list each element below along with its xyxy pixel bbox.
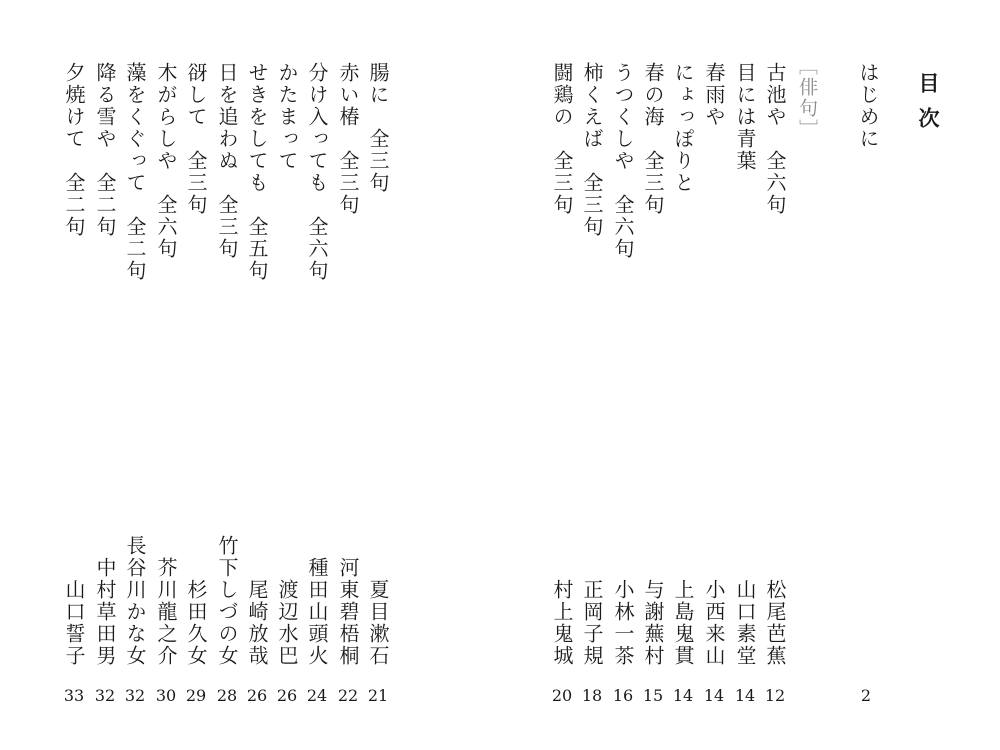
toc-title: 目次 bbox=[916, 72, 941, 142]
toc-entry-title[interactable] bbox=[58, 62, 90, 238]
toc-entry-author-text: 芥川龍之介 bbox=[154, 557, 178, 667]
toc-entry-title-text: 古池や 全六句 bbox=[763, 62, 787, 216]
toc-entry-author-text: 竹下しづの女 bbox=[215, 535, 239, 667]
toc-entry-page[interactable]: 29 bbox=[185, 686, 207, 705]
toc-entry-author-text: 夏目漱石 bbox=[366, 579, 390, 667]
toc-entry-author[interactable] bbox=[271, 579, 303, 667]
toc-entry-title-text: 腸に 全三句 bbox=[366, 62, 390, 194]
toc-entry-author-text: 山口素堂 bbox=[733, 579, 757, 667]
toc-entry-title-text: 春雨や bbox=[702, 62, 726, 128]
toc-entry-title[interactable] bbox=[332, 62, 364, 216]
toc-entry-author-text: 村上鬼城 bbox=[550, 579, 574, 667]
toc-entry-page[interactable]: 18 bbox=[581, 686, 603, 705]
toc-entry-title[interactable] bbox=[211, 62, 243, 260]
toc-entry-page[interactable]: 15 bbox=[642, 686, 664, 705]
toc-entry-page[interactable]: 14 bbox=[734, 686, 756, 705]
toc-entry-title[interactable] bbox=[271, 62, 303, 172]
toc-entry-page[interactable]: 20 bbox=[551, 686, 573, 705]
toc-intro-column[interactable] bbox=[852, 62, 884, 150]
toc-entry-author-text: 種田山頭火 bbox=[305, 557, 329, 667]
toc-entry-author-text: 正岡子規 bbox=[580, 579, 604, 667]
toc-entry-author-text: 長谷川かな女 bbox=[123, 535, 147, 667]
toc-entry-title[interactable] bbox=[698, 62, 730, 128]
toc-entry-author-text: 中村草田男 bbox=[93, 557, 117, 667]
toc-entry-title[interactable] bbox=[637, 62, 669, 216]
toc-entry-title-text: 谺して 全三句 bbox=[184, 62, 208, 216]
toc-entry-page[interactable]: 12 bbox=[764, 686, 786, 705]
toc-entry-author[interactable] bbox=[332, 557, 364, 667]
toc-entry-author-text: 杉田久女 bbox=[184, 579, 208, 667]
toc-entry-author[interactable] bbox=[119, 535, 151, 667]
toc-entry-author[interactable] bbox=[576, 579, 608, 667]
toc-entry-author[interactable] bbox=[301, 557, 333, 667]
toc-entry-title-text: にょっぽりと bbox=[671, 62, 695, 194]
toc-entry-title[interactable] bbox=[150, 62, 182, 260]
toc-entry-author-text: 渡辺水巴 bbox=[275, 579, 299, 667]
toc-entry-title-text: 柿くえば 全三句 bbox=[580, 62, 604, 238]
toc-entry-page[interactable]: 22 bbox=[337, 686, 359, 705]
toc-entry-title-text: 日を追わぬ 全三句 bbox=[215, 62, 239, 260]
toc-entry-page[interactable]: 14 bbox=[672, 686, 694, 705]
toc-entry-title-text: 赤い椿 全三句 bbox=[336, 62, 360, 216]
toc-entry-page[interactable]: 28 bbox=[216, 686, 238, 705]
toc-intro-label[interactable]: はじめに bbox=[856, 62, 880, 150]
toc-entry-title[interactable] bbox=[607, 62, 639, 260]
toc-entry-page[interactable]: 26 bbox=[276, 686, 298, 705]
toc-entry-author[interactable] bbox=[241, 579, 273, 667]
toc-entry-title[interactable] bbox=[180, 62, 212, 216]
toc-entry-author-text: 上島鬼貫 bbox=[671, 579, 695, 667]
toc-entry-title[interactable] bbox=[119, 62, 151, 282]
toc-entry-author[interactable] bbox=[667, 579, 699, 667]
toc-entry-author-text: 尾崎放哉 bbox=[245, 579, 269, 667]
toc-entry-title[interactable] bbox=[241, 62, 273, 282]
toc-entry-author-text: 与謝蕪村 bbox=[641, 579, 665, 667]
toc-entry-title[interactable] bbox=[759, 62, 791, 216]
toc-entry-title-text: 分け入っても 全六句 bbox=[305, 62, 329, 282]
toc-entry-title-text: 目には青葉 bbox=[733, 62, 757, 172]
toc-title-column bbox=[912, 72, 944, 142]
toc-entry-title-text: 降る雪や 全二句 bbox=[93, 62, 117, 238]
toc-entry-page[interactable]: 32 bbox=[124, 686, 146, 705]
toc-entry-title[interactable] bbox=[667, 62, 699, 194]
toc-entry-author[interactable] bbox=[607, 579, 639, 667]
toc-entry-author[interactable] bbox=[546, 579, 578, 667]
toc-entry-title-text: 夕焼けて 全二句 bbox=[62, 62, 86, 238]
toc-entry-page[interactable]: 16 bbox=[612, 686, 634, 705]
toc-entry-author[interactable] bbox=[729, 579, 761, 667]
toc-entry-page[interactable]: 30 bbox=[155, 686, 177, 705]
toc-entry-author[interactable] bbox=[180, 579, 212, 667]
toc-entry-title-text: 春の海 全三句 bbox=[641, 62, 665, 216]
toc-entry-author[interactable] bbox=[211, 535, 243, 667]
toc-entry-title-text: せきをしても 全五句 bbox=[245, 62, 269, 282]
toc-entry-author-text: 松尾芭蕉 bbox=[763, 579, 787, 667]
toc-entry-title[interactable] bbox=[301, 62, 333, 282]
toc-entry-author[interactable] bbox=[58, 579, 90, 667]
toc-entry-author-text: 小西来山 bbox=[702, 579, 726, 667]
toc-entry-title-text: 闘鶏の 全三句 bbox=[550, 62, 574, 216]
toc-entry-page[interactable]: 26 bbox=[246, 686, 268, 705]
toc-entry-author[interactable] bbox=[150, 557, 182, 667]
toc-entry-author-text: 河東碧梧桐 bbox=[336, 557, 360, 667]
toc-entry-page[interactable]: 32 bbox=[94, 686, 116, 705]
toc-entry-author-text: 山口誓子 bbox=[62, 579, 86, 667]
toc-entry-title[interactable] bbox=[89, 62, 121, 238]
toc-entry-author[interactable] bbox=[698, 579, 730, 667]
toc-entry-author-text: 小林一茶 bbox=[611, 579, 635, 667]
toc-entry-author[interactable] bbox=[362, 579, 394, 667]
toc-entry-title[interactable] bbox=[576, 62, 608, 238]
toc-entry-page[interactable]: 14 bbox=[703, 686, 725, 705]
toc-entry-title-text: うつくしや 全六句 bbox=[611, 62, 635, 260]
toc-entry-page[interactable]: 24 bbox=[306, 686, 328, 705]
toc-entry-title-text: 木がらしや 全六句 bbox=[154, 62, 178, 260]
toc-right-page bbox=[500, 0, 1000, 750]
toc-entry-title-text: かたまって bbox=[275, 62, 299, 172]
toc-entry-title-text: 藻をくぐって 全二句 bbox=[123, 62, 147, 282]
toc-entry-title[interactable] bbox=[729, 62, 761, 172]
toc-entry-page[interactable]: 33 bbox=[63, 686, 85, 705]
toc-entry-title[interactable] bbox=[362, 62, 394, 194]
toc-entry-author[interactable] bbox=[89, 557, 121, 667]
toc-entry-title[interactable] bbox=[546, 62, 578, 216]
toc-section-label: ［俳句］ bbox=[796, 56, 818, 140]
toc-entry-author[interactable] bbox=[759, 579, 791, 667]
toc-entry-author[interactable] bbox=[637, 579, 669, 667]
toc-intro-page[interactable]: 2 bbox=[860, 686, 872, 705]
toc-section-column bbox=[791, 56, 823, 140]
toc-entry-page[interactable]: 21 bbox=[367, 686, 389, 705]
